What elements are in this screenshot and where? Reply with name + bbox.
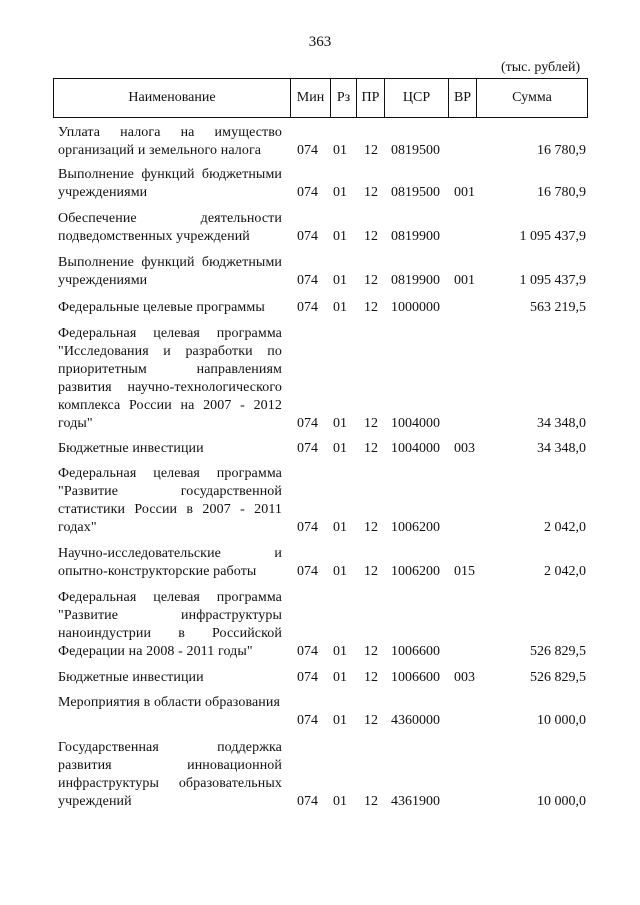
header-vr: ВР (449, 79, 477, 117)
row-min: 074 (297, 143, 318, 158)
row-sum: 563 219,5 (530, 300, 586, 315)
row-sum: 16 780,9 (537, 143, 586, 158)
row-rz: 01 (333, 273, 347, 288)
row-vr: 015 (454, 564, 475, 579)
row-pr: 12 (364, 713, 378, 728)
row-pr: 12 (364, 300, 378, 315)
row-pr: 12 (364, 520, 378, 535)
row-sum: 16 780,9 (537, 185, 586, 200)
row-vr: 003 (454, 441, 475, 456)
row-sum: 2 042,0 (544, 564, 586, 579)
header-name: Наименование (54, 79, 291, 117)
header-pr: ПР (357, 79, 385, 117)
row-csr: 1006200 (391, 564, 440, 579)
row-name: Бюджетные инвестиции (58, 670, 204, 685)
row-name: Федеральная целевая программа "Развитие государственной статистики России в 2007 - 2011 годах" (58, 466, 282, 535)
row-csr: 1000000 (391, 300, 440, 315)
row-min: 074 (297, 794, 318, 809)
row-min: 074 (297, 713, 318, 728)
row-csr: 4361900 (391, 794, 440, 809)
row-vr: 003 (454, 670, 475, 685)
row-min: 074 (297, 273, 318, 288)
row-sum: 34 348,0 (537, 416, 586, 431)
row-pr: 12 (364, 185, 378, 200)
row-min: 074 (297, 670, 318, 685)
row-name: Выполнение функций бюджетными учреждениями (58, 255, 282, 288)
row-sum: 10 000,0 (537, 713, 586, 728)
row-pr: 12 (364, 441, 378, 456)
row-csr: 1006600 (391, 670, 440, 685)
row-rz: 01 (333, 185, 347, 200)
row-name: Федеральные целевые программы (58, 300, 265, 315)
row-pr: 12 (364, 670, 378, 685)
row-pr: 12 (364, 229, 378, 244)
header-csr: ЦСР (385, 79, 449, 117)
row-name: Федеральная целевая программа "Развитие инфраструктуры наноиндустрии в Российской Федерации на 2008 - 2011 годы" (58, 590, 282, 659)
row-sum: 34 348,0 (537, 441, 586, 456)
row-min: 074 (297, 520, 318, 535)
row-rz: 01 (333, 229, 347, 244)
row-sum: 1 095 437,9 (519, 229, 586, 244)
row-pr: 12 (364, 143, 378, 158)
row-name: Обеспечение деятельности подведомственных учреждений (58, 211, 282, 244)
row-name: Государственная поддержка развития инновационной инфраструктуры образовательных учреждений (58, 740, 282, 809)
row-name: Федеральная целевая программа "Исследования и разработки по приоритетным направлениям развития научно-технологического комплекса России на 2007 - 2012 годы" (58, 326, 282, 431)
row-rz: 01 (333, 520, 347, 535)
row-csr: 1004000 (391, 416, 440, 431)
row-rz: 01 (333, 713, 347, 728)
row-min: 074 (297, 300, 318, 315)
row-name: Научно-исследовательские и опытно-конструкторские работы (58, 546, 282, 579)
row-name: Мероприятия в области образования (58, 695, 281, 710)
row-pr: 12 (364, 273, 378, 288)
row-min: 074 (297, 441, 318, 456)
row-rz: 01 (333, 143, 347, 158)
header-min: Мин (291, 79, 331, 117)
row-min: 074 (297, 416, 318, 431)
row-rz: 01 (333, 300, 347, 315)
row-rz: 01 (333, 416, 347, 431)
row-sum: 2 042,0 (544, 520, 586, 535)
row-sum: 526 829,5 (530, 644, 586, 659)
row-csr: 4360000 (391, 713, 440, 728)
row-csr: 0819900 (391, 229, 440, 244)
row-rz: 01 (333, 564, 347, 579)
row-min: 074 (297, 229, 318, 244)
row-sum: 526 829,5 (530, 670, 586, 685)
row-min: 074 (297, 644, 318, 659)
row-name: Выполнение функций бюджетными учреждениями (58, 167, 282, 200)
row-min: 074 (297, 185, 318, 200)
row-csr: 0819500 (391, 143, 440, 158)
row-rz: 01 (333, 441, 347, 456)
header-sum: Сумма (477, 79, 588, 117)
page-number: 363 (308, 34, 332, 50)
row-pr: 12 (364, 416, 378, 431)
row-rz: 01 (333, 644, 347, 659)
row-pr: 12 (364, 564, 378, 579)
row-rz: 01 (333, 670, 347, 685)
table-header (53, 78, 588, 118)
row-min: 074 (297, 564, 318, 579)
row-csr: 1004000 (391, 441, 440, 456)
row-name: Бюджетные инвестиции (58, 441, 204, 456)
row-vr: 001 (454, 185, 475, 200)
row-pr: 12 (364, 794, 378, 809)
units-label: (тыс. рублей) (501, 60, 581, 75)
header-rz: Рз (331, 79, 357, 117)
row-csr: 1006200 (391, 520, 440, 535)
row-sum: 1 095 437,9 (519, 273, 586, 288)
row-rz: 01 (333, 794, 347, 809)
row-sum: 10 000,0 (537, 794, 586, 809)
row-csr: 0819900 (391, 273, 440, 288)
row-name: Уплата налога на имущество организаций и земельного налога (58, 125, 282, 158)
row-csr: 1006600 (391, 644, 440, 659)
row-vr: 001 (454, 273, 475, 288)
row-csr: 0819500 (391, 185, 440, 200)
row-pr: 12 (364, 644, 378, 659)
